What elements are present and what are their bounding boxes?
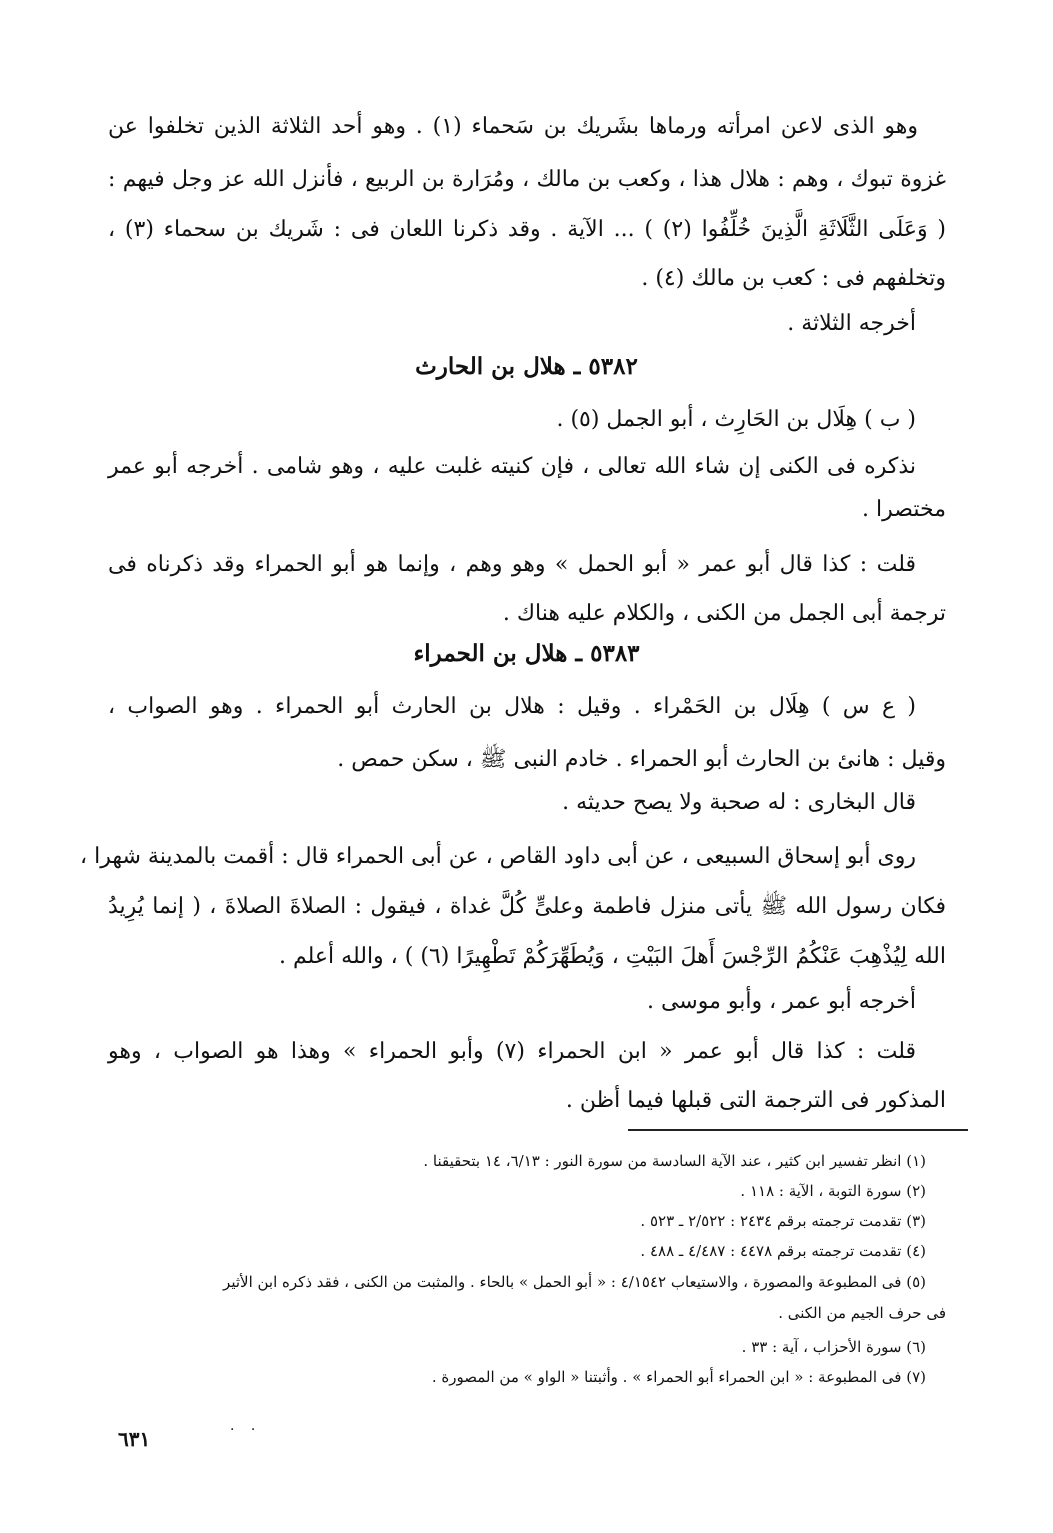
body-line: غزوة تبوك ، وهم : هلال هذا ، وكعب بن مالك ، ومُرَارة بن الربيع ، فأنزل الله عز وجل فيهم :: [108, 167, 946, 192]
body-line: قال البخارى : له صحبة ولا يصح حديثه .: [562, 790, 916, 815]
body-line: ترجمة أبى الجمل من الكنى ، والكلام عليه هناك .: [502, 601, 946, 626]
footnote: (٣) تقدمت ترجمته برقم ٢٤٣٤ : ٢/٥٢٢ ـ ٥٢٣ .: [640, 1212, 926, 1230]
body-line: وقيل : هانئ بن الحارث أبو الحمراء . خادم النبى ﷺ ، سكن حمص .: [337, 747, 946, 772]
body-line: ( وَعَلَى الثَّلَاثَةِ الَّذِينَ خُلِّفُوا (٢) ) ... الآية . وقد ذكرنا اللعان فى : شَريك بن سحماء (٣) ،: [108, 217, 946, 242]
body-line: فكان رسول الله ﷺ يأتى منزل فاطمة وعلىٍّ كُلَّ غداة ، فيقول : الصلاةَ الصلاةَ ، ( إنما يُرِيدُ: [108, 894, 946, 919]
body-line: مختصرا .: [862, 497, 946, 522]
body-line: وهو الذى لاعن امرأته ورماها بشَريك بن سَحماء (١) . وهو أحد الثلاثة الذين تخلفوا عن: [108, 114, 918, 139]
footnote-separator: [628, 1129, 968, 1131]
footnote: (٦) سورة الأحزاب ، آية : ٣٣ .: [741, 1338, 926, 1356]
body-line: ( ب ) هِلَال بن الحَارِث ، أبو الجمل (٥) .: [556, 407, 916, 432]
body-line: الله لِيُذْهِبَ عَنْكُمُ الرِّجْسَ أَهلَ البَيْتِ ، وَيُطَهِّرَكُمْ تَطْهِيرًا (٦) ) ، والله أعلم .: [279, 944, 946, 969]
body-line: أخرجه أبو عمر ، وأبو موسى .: [646, 989, 916, 1014]
body-line: المذكور فى الترجمة التى قبلها فيما أظن .: [565, 1088, 946, 1113]
footnote: (٤) تقدمت ترجمته برقم ٤٤٧٨ : ٤/٤٨٧ ـ ٤٨٨ .: [640, 1242, 926, 1260]
body-line: أخرجه الثلاثة .: [787, 311, 916, 336]
entry-heading: ٥٣٨٢ ـ هلال بن الحارث: [415, 353, 638, 380]
body-line: وتخلفهم فى : كعب بن مالك (٤) .: [641, 266, 946, 291]
footnote: (١) انظر تفسير ابن كثير ، عند الآية السادسة من سورة النور : ٦/١٣، ١٤ بتحقيقنا .: [423, 1152, 926, 1170]
body-line: نذكره فى الكنى إن شاء الله تعالى ، فإن كنيته غلبت عليه ، وهو شامى . أخرجه أبو عمر: [108, 454, 916, 479]
footnote: (٥) فى المطبوعة والمصورة ، والاستيعاب ٤/١٥٤٢ : « أبو الحمل » بالحاء . والمثبت من الكنى ، فقد ذكره ابن الأثير: [223, 1273, 926, 1291]
body-line: ( ع س ) هِلَال بن الحَمْراء . وقيل : هلال بن الحارث أبو الحمراء . وهو الصواب ،: [108, 694, 916, 719]
page-number: ٦٣١: [118, 1427, 151, 1451]
body-line: روى أبو إسحاق السبيعى ، عن أبى داود القاص ، عن أبى الحمراء قال : أقمت بالمدينة شهرا ،: [80, 844, 916, 869]
footnote: (٢) سورة التوبة ، الآية : ١١٨ .: [740, 1182, 926, 1200]
footnote: فى حرف الجيم من الكنى .: [778, 1304, 946, 1322]
body-line: قلت : كذا قال أبو عمر « ابن الحمراء (٧) وأبو الحمراء » وهذا هو الصواب ، وهو: [108, 1039, 916, 1064]
print-specks: · ·: [230, 1422, 262, 1438]
footnote: (٧) فى المطبوعة : « ابن الحمراء أبو الحمراء » . وأثبتنا « الواو » من المصورة .: [431, 1368, 926, 1386]
body-line: قلت : كذا قال أبو عمر « أبو الحمل » وهو وهم ، وإنما هو أبو الحمراء وقد ذكرناه فى: [108, 552, 916, 577]
entry-heading: ٥٣٨٣ ـ هلال بن الحمراء: [413, 640, 640, 667]
